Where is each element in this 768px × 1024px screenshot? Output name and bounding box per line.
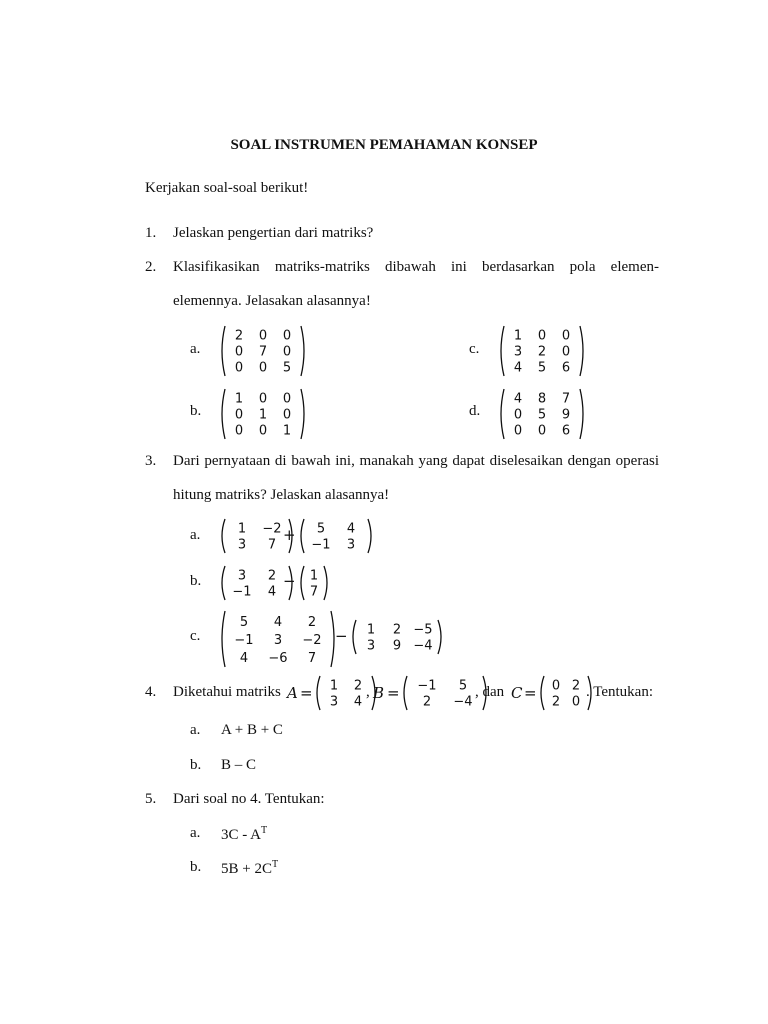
comma: , xyxy=(366,684,370,700)
page-title: SOAL INSTRUMEN PEMAHAMAN KONSEP xyxy=(230,137,538,153)
matrix-entry: −6 xyxy=(268,651,288,667)
right-parenthesis xyxy=(301,389,304,439)
matrix-q2-d xyxy=(497,388,587,445)
left-parenthesis xyxy=(222,566,225,600)
left-parenthesis xyxy=(541,676,544,710)
q4-item-a-label: a. xyxy=(190,722,201,738)
left-parenthesis xyxy=(222,611,225,667)
matrix-q3-a-right xyxy=(297,518,375,559)
matrix-q3-c-left xyxy=(218,610,338,673)
matrix-entry: 3 xyxy=(346,537,356,553)
matrix-entry: 4 xyxy=(239,651,249,667)
matrix-entry: 0 xyxy=(258,423,268,439)
matrix-B-symbol: B xyxy=(373,684,385,702)
matrix-entry: 2 xyxy=(571,678,581,694)
left-parenthesis xyxy=(222,326,225,376)
question-5-number: 5. xyxy=(145,791,157,807)
matrix-graphic xyxy=(297,565,331,601)
matrix-graphic xyxy=(218,325,308,377)
matrix-entry: 9 xyxy=(392,638,402,654)
matrix-entry: 1 xyxy=(309,568,319,584)
matrix-entry: −1 xyxy=(417,678,437,694)
matrix-entry: 0 xyxy=(282,328,292,344)
q4-item-b-label: b. xyxy=(190,757,202,773)
matrix-entry: 2 xyxy=(267,568,277,584)
q3-label-b: b. xyxy=(190,573,202,589)
equals-sign: = xyxy=(300,684,313,702)
matrix-q3-b-right xyxy=(297,565,331,606)
matrix-entry: 6 xyxy=(561,423,571,439)
operator-minus: − xyxy=(283,572,296,590)
matrix-entry: 7 xyxy=(561,391,571,407)
matrix-entry: −2 xyxy=(262,521,282,537)
q2-label-d: d. xyxy=(469,403,481,419)
operator-minus: − xyxy=(335,627,348,645)
matrix-entry: 3 xyxy=(513,344,523,360)
matrix-graphic xyxy=(349,619,445,655)
right-parenthesis xyxy=(580,326,583,376)
q2-label-a: a. xyxy=(190,341,201,357)
q5-item-b-text: $5B + 2C^T$ xyxy=(221,859,279,877)
matrix-entry: 9 xyxy=(561,407,571,423)
matrix-entry: 0 xyxy=(282,391,292,407)
matrix-graphic xyxy=(218,388,308,440)
left-parenthesis xyxy=(222,519,225,553)
question-4-suffix: . Tentukan: xyxy=(586,684,653,700)
matrix-q3-c-right xyxy=(349,619,445,660)
matrix-entry: 0 xyxy=(234,407,244,423)
matrix-entry: 0 xyxy=(571,694,581,710)
matrix-entry: 0 xyxy=(537,423,547,439)
matrix-entry: 5 xyxy=(537,360,547,376)
matrix-entry: 4 xyxy=(346,521,356,537)
question-3-line-1: Dari pernyataan di bawah ini, manakah yang dapat diselesaikan dengan operasi xyxy=(173,453,659,469)
matrix-entry: 2 xyxy=(234,328,244,344)
connector-dan: , dan xyxy=(475,684,505,700)
matrix-entry: 0 xyxy=(258,328,268,344)
matrix-graphic xyxy=(497,325,587,377)
matrix-entry: 0 xyxy=(234,423,244,439)
matrix-entry: 1 xyxy=(258,407,268,423)
matrix-entry: 0 xyxy=(258,391,268,407)
matrix-entry: −5 xyxy=(413,622,433,638)
matrix-entry: 2 xyxy=(537,344,547,360)
operator-plus: + xyxy=(283,526,296,544)
matrix-entry: 2 xyxy=(551,694,561,710)
q3-label-a: a. xyxy=(190,527,201,543)
matrix-A-symbol: A xyxy=(287,684,298,702)
question-3-line-2: hitung matriks? Jelaskan alasannya! xyxy=(173,487,390,503)
matrix-entry: 0 xyxy=(282,344,292,360)
question-2-line-1: Klasifikasikan matriks-matriks dibawah ini berdasarkan pola elemen- xyxy=(173,259,659,275)
matrix-entry: 7 xyxy=(267,537,277,553)
right-parenthesis xyxy=(580,389,583,439)
matrix-entry: −1 xyxy=(234,633,254,649)
matrix-entry: 2 xyxy=(422,694,432,710)
left-parenthesis xyxy=(501,326,504,376)
matrix-entry: 4 xyxy=(267,584,277,600)
matrix-entry: 3 xyxy=(273,633,283,649)
matrix-entry: 0 xyxy=(234,344,244,360)
matrix-entry: 0 xyxy=(561,328,571,344)
matrix-entry: 0 xyxy=(282,407,292,423)
matrix-entry: −4 xyxy=(413,638,433,654)
matrix-entry: 1 xyxy=(513,328,523,344)
question-4-prefix: Diketahui matriks xyxy=(173,684,281,700)
matrix-entry: 0 xyxy=(513,407,523,423)
q4-item-b-text: B – C xyxy=(221,757,257,773)
question-5-text: Dari soal no 4. Tentukan: xyxy=(173,791,325,807)
q2-label-c: c. xyxy=(469,341,480,357)
transpose-superscript: T xyxy=(261,825,268,836)
matrix-q2-b xyxy=(218,388,308,445)
q5-item-a-text: $3C - A^T$ xyxy=(221,825,268,843)
matrix-entry: 5 xyxy=(458,678,468,694)
matrix-entry: 1 xyxy=(366,622,376,638)
equals-sign: = xyxy=(387,684,400,702)
matrix-entry: 0 xyxy=(234,360,244,376)
q4-item-a-text: A + B + C xyxy=(221,722,283,738)
matrix-entry: 1 xyxy=(282,423,292,439)
matrix-entry: 2 xyxy=(307,615,317,631)
matrix-q2-c xyxy=(497,325,587,382)
matrix-entry: 5 xyxy=(282,360,292,376)
left-parenthesis xyxy=(353,620,356,654)
matrix-entry: 5 xyxy=(239,615,249,631)
left-parenthesis xyxy=(301,519,304,553)
question-3-number: 3. xyxy=(145,453,157,469)
left-parenthesis xyxy=(301,566,304,600)
matrix-entry: 2 xyxy=(392,622,402,638)
matrix-entry: 5 xyxy=(316,521,326,537)
matrix-entry: 7 xyxy=(309,584,319,600)
question-1-text: Jelaskan pengertian dari matriks? xyxy=(173,225,374,241)
q2-label-b: b. xyxy=(190,403,202,419)
matrix-entry: 0 xyxy=(258,360,268,376)
matrix-entry: 0 xyxy=(561,344,571,360)
matrix-entry: 8 xyxy=(537,391,547,407)
matrix-entry: 0 xyxy=(513,423,523,439)
matrix-entry: 2 xyxy=(353,678,363,694)
matrix-entry: 3 xyxy=(237,537,247,553)
matrix-entry: 4 xyxy=(273,615,283,631)
right-parenthesis xyxy=(324,566,327,600)
q5-item-a-label: a. xyxy=(190,825,201,841)
matrix-entry: −4 xyxy=(453,694,473,710)
question-1-number: 1. xyxy=(145,225,157,241)
matrix-entry: −2 xyxy=(302,633,322,649)
matrix-entry: 0 xyxy=(551,678,561,694)
matrix-entry: 3 xyxy=(237,568,247,584)
right-parenthesis xyxy=(368,519,371,553)
matrix-graphic xyxy=(297,518,375,554)
question-2-line-2: elemennya. Jelasakan alasannya! xyxy=(173,293,371,309)
question-4-number: 4. xyxy=(145,684,157,700)
question-2-number: 2. xyxy=(145,259,157,275)
q5-item-b-label: b. xyxy=(190,859,202,875)
matrix-entry: −1 xyxy=(232,584,252,600)
transpose-superscript: T xyxy=(271,859,279,870)
matrix-q2-a xyxy=(218,325,308,382)
matrix-graphic xyxy=(218,610,338,668)
matrix-entry: 7 xyxy=(258,344,268,360)
matrix-entry: 1 xyxy=(237,521,247,537)
matrix-entry: 6 xyxy=(561,360,571,376)
right-parenthesis xyxy=(331,611,334,667)
matrix-entry: 1 xyxy=(234,391,244,407)
matrix-entry: 3 xyxy=(366,638,376,654)
right-parenthesis xyxy=(438,620,441,654)
matrix-entry: 5 xyxy=(537,407,547,423)
left-parenthesis xyxy=(317,676,320,710)
q3-label-c: c. xyxy=(190,628,201,644)
instruction-text: Kerjakan soal-soal berikut! xyxy=(145,180,309,196)
matrix-graphic xyxy=(497,388,587,440)
matrix-entry: 4 xyxy=(513,391,523,407)
matrix-entry: 3 xyxy=(329,694,339,710)
matrix-C-symbol: C xyxy=(511,684,523,702)
left-parenthesis xyxy=(222,389,225,439)
left-parenthesis xyxy=(501,389,504,439)
matrix-entry: −1 xyxy=(311,537,331,553)
left-parenthesis xyxy=(404,676,407,710)
equals-sign: = xyxy=(524,684,537,702)
matrix-entry: 7 xyxy=(307,651,317,667)
matrix-entry: 4 xyxy=(353,694,363,710)
matrix-entry: 4 xyxy=(513,360,523,376)
right-parenthesis xyxy=(301,326,304,376)
matrix-entry: 1 xyxy=(329,678,339,694)
matrix-entry: 0 xyxy=(537,328,547,344)
